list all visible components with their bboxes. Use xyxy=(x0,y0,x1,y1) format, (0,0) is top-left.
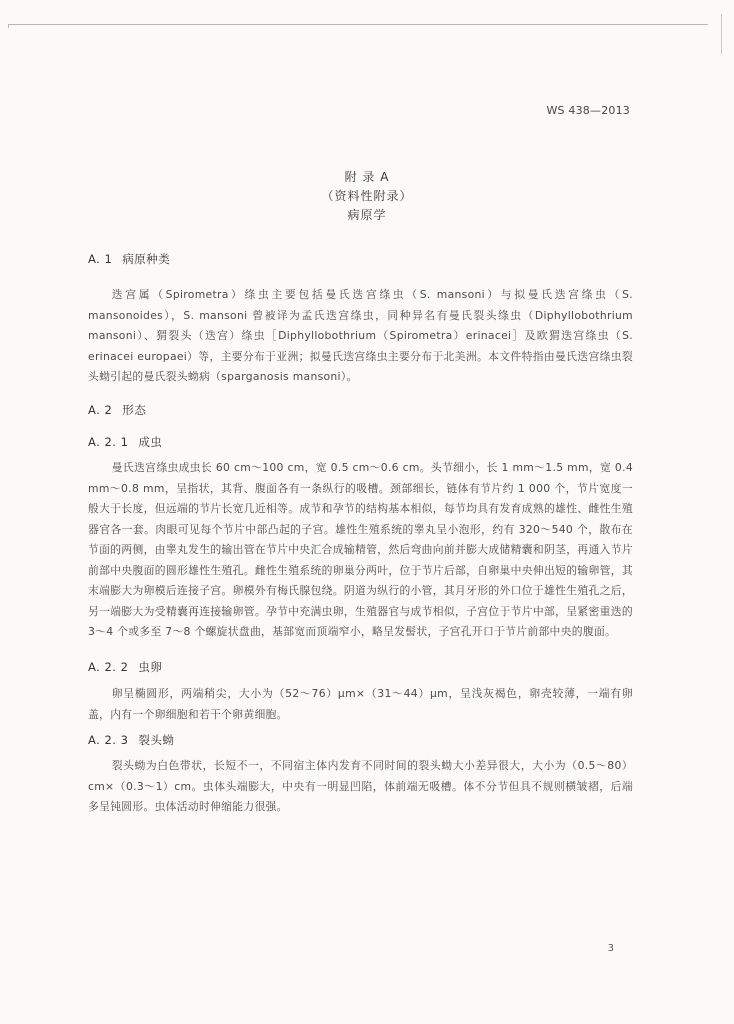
section-number: A. 2 xyxy=(88,403,113,417)
appendix-title: 附 录 A xyxy=(344,170,390,184)
standard-number: WS 438—2013 xyxy=(546,104,630,117)
appendix-title-block xyxy=(0,168,734,225)
section-paragraph-a22: 卵呈椭圆形，两端稍尖，大小为（52～76）μm×（31～44）μm，呈浅灰褐色，卵壳较薄，一端有卵盖，内有一个卵细胞和若干个卵黄细胞。 xyxy=(88,687,633,721)
section-paragraph-a23: 裂头蚴为白色带状，长短不一，不同宿主体内发育不同时间的裂头蚴大小差异很大，大小为（0.5～80）cm×（0.3～1）cm。虫体头端膨大，中央有一明显凹陷，体前端无吸槽。体不分节但具不规则横皱褶，后端多呈钝圆形。虫体活动时伸缩能力很强。 xyxy=(88,759,633,813)
section-title: 形态 xyxy=(122,403,147,417)
appendix-name: 病原学 xyxy=(347,208,387,222)
section-title: 成虫 xyxy=(138,435,163,449)
section-number: A. 2. 2 xyxy=(88,660,129,674)
section-title: 裂头蚴 xyxy=(138,733,175,747)
scan-border-right xyxy=(721,14,722,54)
section-title: 病原种类 xyxy=(122,252,171,266)
section-heading-a23 xyxy=(88,732,174,748)
page-number: 3 xyxy=(607,943,614,954)
section-heading-a22 xyxy=(88,659,162,675)
section-number: A. 1 xyxy=(88,252,113,266)
section-paragraph-a21: 曼氏迭宫绦虫成虫长 60 cm～100 cm，宽 0.5 cm～0.6 cm。头节细小，长 1 mm～1.5 mm，宽 0.4 mm～0.8 mm，呈指状，其背、腹面各有一条纵行的吸槽。颈部细长，链体有节片约 1 000 个，节片宽度一般大于长度，但远端的节片长宽几近相等。成节和孕节的结构基本相似，每节均具有发育成熟的雄性、雌性生殖器官各一套。肉眼可见每个节片中部凸起的子宫。雄性生殖系统的睾丸呈小泡形，约有 320～540 个，散布在节面的两侧，由睾丸发生的输出管在节片中央汇合成输精管，然后弯曲向前并膨大成储精囊和阴茎，再通入节片前部中央腹面的圆形雄性生殖孔。雌性生殖系统的卵巢分两叶，位于节片后部，自卵巢中央伸出短的输卵管，其末端膨大为卵模后连接子宫。卵模外有梅氏腺包绕。阴道为纵行的小管，其月牙形的外口位于雄性生殖孔之后，另一端膨大为受精囊再连接输卵管。孕节中充满虫卵，生殖器官与成节相似，子宫位于节片中部，呈紧密重迭的 3～4 个或多至 7～8 个螺旋状盘曲，基部宽而顶端窄小，略呈发髻状，子宫孔开口于节片前部中央的腹面。 xyxy=(88,461,633,638)
section-heading-a2 xyxy=(88,402,146,418)
section-heading-a1 xyxy=(88,251,170,267)
scan-border-left xyxy=(8,24,9,28)
section-number: A. 2. 3 xyxy=(88,733,129,747)
section-heading-a21 xyxy=(88,434,162,450)
section-number: A. 2. 1 xyxy=(88,435,129,449)
appendix-subtitle: （资料性附录） xyxy=(321,189,413,203)
section-paragraph-a1: 迭宫属（Spirometra）绦虫主要包括曼氏迭宫绦虫（S. mansoni）与拟曼氏迭宫绦虫（S. mansonoides），S. mansoni 曾被译为孟氏迭宫绦虫，同种异名有曼氏裂头绦虫（Diphyllobothrium mansoni）、猬裂头（迭宫）绦虫［Diphyllobothrium（Spirometra）erinacei］及欧猬迭宫绦虫（S. erinacei europaei）等，主要分布于亚洲；拟曼氏迭宫绦虫主要分布于北美洲。本文件特指由曼氏迭宫绦虫裂头蚴引起的曼氏裂头蚴病（sparganosis mansoni）。 xyxy=(88,288,633,383)
scan-border-top xyxy=(8,24,708,25)
section-title: 虫卵 xyxy=(138,660,163,674)
